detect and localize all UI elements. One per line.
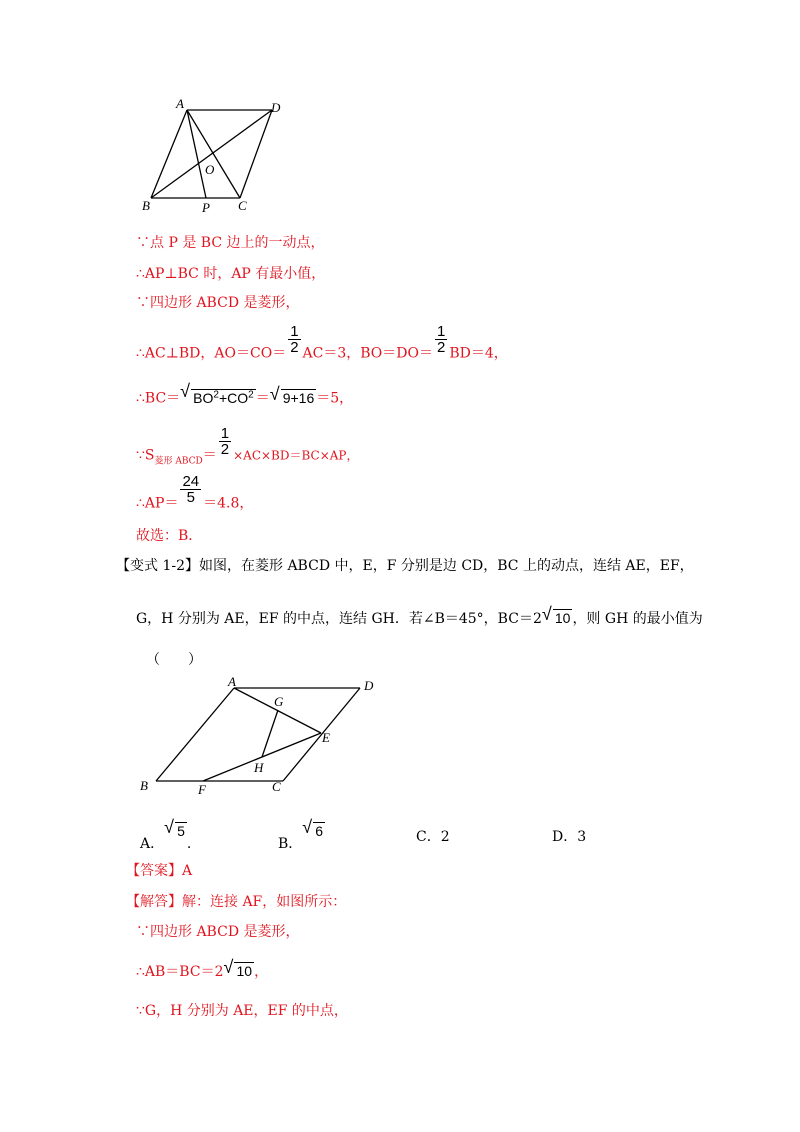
radicand: BO [193, 389, 214, 406]
denominator: 2 [290, 339, 299, 356]
solution-line-sqrt [136, 381, 354, 408]
radicand: 5 [177, 823, 185, 839]
label-A: A [228, 674, 236, 689]
text: ，则 GH 的最小值为 [572, 611, 703, 627]
denominator: 5 [186, 489, 195, 506]
fraction-24-5 [180, 474, 201, 505]
numerator: 24 [182, 473, 200, 490]
text: G，H 分别为 AE，EF 的中点，连结 GH．若∠B＝45°，BC＝2 [136, 611, 542, 627]
exponent: 2 [248, 389, 254, 400]
label-O: O [205, 162, 215, 177]
radicand: 6 [315, 823, 324, 839]
text: ∴AP＝ [136, 495, 179, 512]
text: ∴AB＝BC＝2 [136, 964, 224, 980]
text: ， [254, 964, 269, 980]
solution-line: ∵四边形 ABCD 是菱形， [136, 295, 300, 311]
option-d: D．3 [552, 829, 587, 845]
answer-blank: （ ） [146, 652, 202, 668]
solution-line-ap [136, 474, 253, 515]
label-F: F [198, 782, 206, 797]
radicand: 10 [236, 963, 253, 979]
text: ＝5， [316, 390, 354, 407]
question-text: 【变式 1-2】如图，在菱形 ABCD 中，E，F 分别是边 CD，BC 上的动点，连结 AE，EF， [116, 558, 694, 574]
solution-line-area [136, 426, 359, 473]
label-E: E [322, 730, 330, 745]
label-G: G [274, 694, 284, 709]
text: ∴BC＝ [136, 390, 181, 407]
label-C: C [272, 779, 281, 794]
solution-line: ∵G，H 分别为 AE，EF 的中点， [136, 1003, 348, 1019]
denominator: 2 [437, 339, 446, 356]
solution-line: ∵四边形 ABCD 是菱形， [136, 924, 300, 940]
sqrt-10: √ 10 [541, 604, 571, 626]
solution-line-fractions [136, 324, 508, 365]
label-C: C [238, 198, 247, 213]
exponent: 2 [213, 389, 219, 400]
sqrt-6: √ 6 [302, 817, 324, 839]
option-label: B． [278, 836, 303, 852]
rhombus-figure-1 [138, 96, 298, 216]
sqrt-5: √ 5 [164, 817, 185, 839]
sqrt-expression: √ $BO^2+CO^2$ [180, 381, 254, 406]
option-b [278, 817, 325, 853]
label-P: P [202, 200, 210, 215]
solution-heading: 【解答】解：连接 AF，如图所示： [126, 894, 347, 910]
fraction-half [219, 426, 231, 457]
fraction-half [435, 324, 447, 355]
text: AC＝3，BO＝DO＝ [302, 345, 433, 362]
sqrt-10: √ 10 [223, 957, 253, 979]
numerator: 1 [220, 425, 230, 442]
sqrt-expression: √ 9+16 [269, 383, 315, 406]
denominator: 2 [220, 441, 230, 458]
option-label: A． [140, 836, 165, 852]
solution-line: ∵点 P 是 BC 边上的一动点， [136, 235, 325, 251]
label-H: H [254, 760, 264, 775]
question-text [136, 604, 703, 628]
subscript: 菱形 ABCD [154, 456, 203, 467]
numerator: 1 [437, 323, 446, 340]
label-B: B [140, 778, 148, 793]
text: ×AC×BD＝BC×AP， [233, 448, 359, 463]
text: ∴AC⊥BD，AO＝CO＝ [136, 345, 287, 362]
text: ＝4.8， [203, 495, 254, 512]
rhombus-figure-2 [136, 672, 396, 802]
label-A: A [176, 96, 184, 111]
label-B: B [142, 198, 150, 213]
text: ＝ [202, 447, 217, 464]
text: BD＝4， [449, 345, 508, 362]
option-a [140, 817, 192, 853]
text: . [186, 836, 192, 852]
text: ＝ [255, 390, 270, 407]
radicand: +CO [218, 389, 249, 406]
answer-label: 【答案】A [126, 863, 193, 879]
text: ∵S [136, 447, 155, 464]
numerator: 1 [290, 323, 299, 340]
label-D: D [364, 678, 374, 693]
solution-choice: 故选：B． [136, 528, 203, 544]
radicand: 10 [554, 610, 571, 626]
option-c: C．2 [416, 829, 450, 845]
solution-line-sqrt [136, 957, 269, 981]
radicand: 9+16 [282, 389, 315, 406]
label-D: D [271, 100, 281, 115]
fraction-half [288, 324, 300, 355]
solution-line: ∴AP⊥BC 时，AP 有最小值， [136, 266, 326, 282]
